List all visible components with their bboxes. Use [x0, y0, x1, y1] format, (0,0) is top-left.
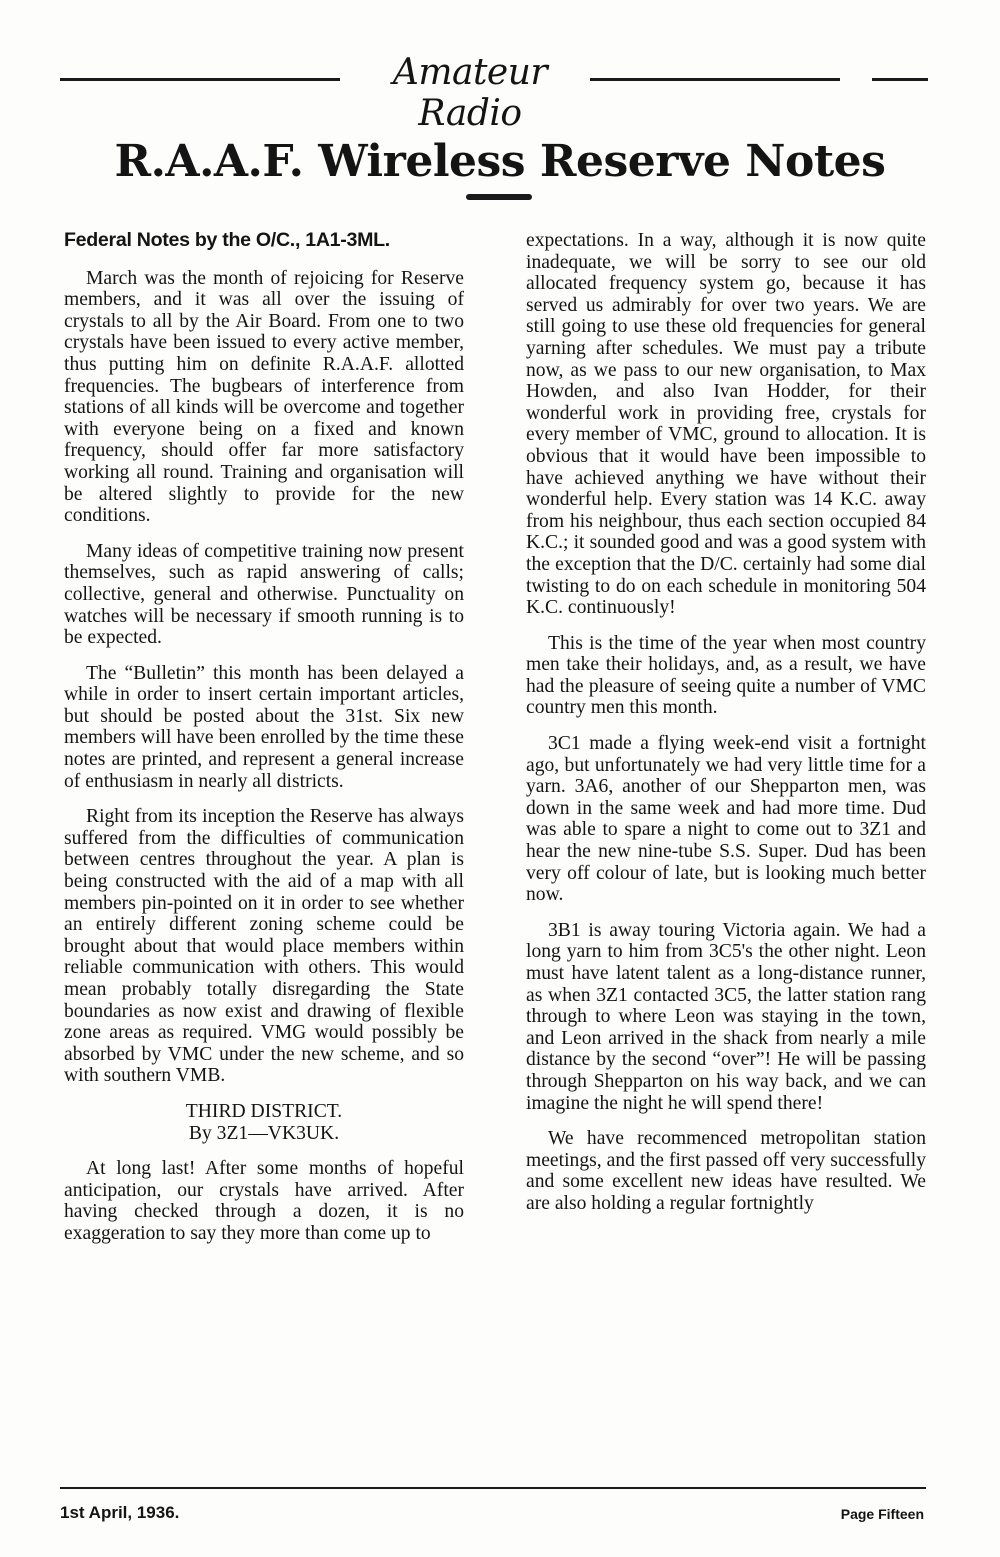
paragraph: March was the month of rejoicing for Reserve members, and it was all over the issuing of crystals to all by the Air Board. From one to two crystals have been issued to every active member, thus putting him on definite R.A.A.F. allotted frequencies. The bugbears of interference from stations of all kinds will be overcome and together with everyone being on a fixed and known frequency, should offer far more satisfactory working all round. Training and organisation will be altered slightly to provide for the new conditions.: [64, 267, 464, 527]
paragraph: Many ideas of competitive training now present themselves, such as rapid answering of calls; collective, general and otherwise. Punctuality on watches will be necessary if smooth running is to be expected.: [64, 540, 464, 649]
subheading-title: THIRD DISTRICT.: [185, 1100, 343, 1122]
masthead: [60, 52, 930, 134]
masthead-rule-right: [872, 78, 928, 81]
paragraph: 3B1 is away touring Victoria again. We had a long yarn to him from 3C5's the other night. Leon must have latent talent as a long-distance runner, as when 3Z1 contacted 3C5, the latter station rang through to where Leon was staying in the town, and Leon arrived in the shack from nearly a mile distance by the second “over”! He will be passing through Shepparton on his way back, and we can imagine the night he will spend there!: [526, 919, 926, 1114]
subheading-byline: By 3Z1—VK3UK.: [188, 1122, 340, 1144]
footer-rule: [60, 1487, 926, 1489]
subheading-third-district: [64, 1101, 464, 1144]
left-column: [64, 230, 464, 1480]
masthead-logo: Amateur Radio: [392, 52, 548, 134]
article-title: R.A.A.F. Wireless Reserve Notes: [114, 136, 886, 187]
paragraph: At long last! After some months of hopeful anticipation, our crystals have arrived. After having checked through a dozen, it is no exaggeration to say they more than come up to: [64, 1158, 464, 1244]
issue-date: 1st April, 1936.: [60, 1503, 180, 1522]
paragraph: 3C1 made a flying week-end visit a fortnight ago, but unfortunately we had very little time for a yarn. 3A6, another of our Shepparton men, was down in the same week and had more time. Dud was able to spare a night to come out to 3Z1 and hear the new nine-tube S.S. Super. Dud has been very off colour of late, but is looking much better now.: [526, 733, 926, 906]
paragraph: Right from its inception the Reserve has always suffered from the difficulties of communication between centres throughout the year. A plan is being constructed with the aid of a map with all members pin-pointed on it in order to see whether an entirely different zoning scheme could be brought about that would place members within reliable communication with others. This would mean probably totally disregarding the State boundaries as now exist and drawing of flexible zone areas as required. VMG would possibly be absorbed by VMC under the new scheme, and so with southern VMB.: [64, 806, 464, 1087]
paragraph-continuation: expectations. In a way, although it is now quite inadequate, we will be sorry to see our old allocated frequency system go, because it has served us admirably for over two years. We are still going to use these old frequencies for general yarning after schedules. We must pay a tribute now, as we pass to our new organisation, to Max Howden, and also Ivan Hodder, for their wonderful work in providing free, crystals for every member of VMC, ground to allocation. It is obvious that it would have been impossible to have achieved anything we have without their wonderful help. Every station was 14 K.C. away from his neighbour, thus each section occupied 84 K.C.; it sounded good and was a good system with the exception that the D/C. certainly had some dial twisting to do on each schedule in monitoring 504 K.C. continuously!: [526, 230, 926, 619]
masthead-rule-middle: [590, 78, 840, 81]
paragraph: We have recommenced metropolitan station meetings, and the first passed off very successfully and some excellent new ideas have resulted. We are also holding a regular fortnightly: [526, 1128, 926, 1214]
page-number: Page Fifteen: [840, 1506, 924, 1522]
section-heading: Federal Notes by the O/C., 1A1-3ML.: [64, 230, 390, 251]
paragraph: The “Bulletin” this month has been delayed a while in order to insert certain important articles, but should be posted about the 31st. Six new members will have been enrolled by the time these notes are printed, and represent a general increase of enthusiasm in nearly all districts.: [64, 662, 464, 792]
masthead-rule-left: [60, 78, 340, 81]
right-column: [526, 230, 926, 1480]
paragraph: This is the time of the year when most country men take their holidays, and, as a result, we have had the pleasure of seeing quite a number of VMC country men this month.: [526, 632, 926, 719]
title-ornament: [466, 194, 532, 200]
